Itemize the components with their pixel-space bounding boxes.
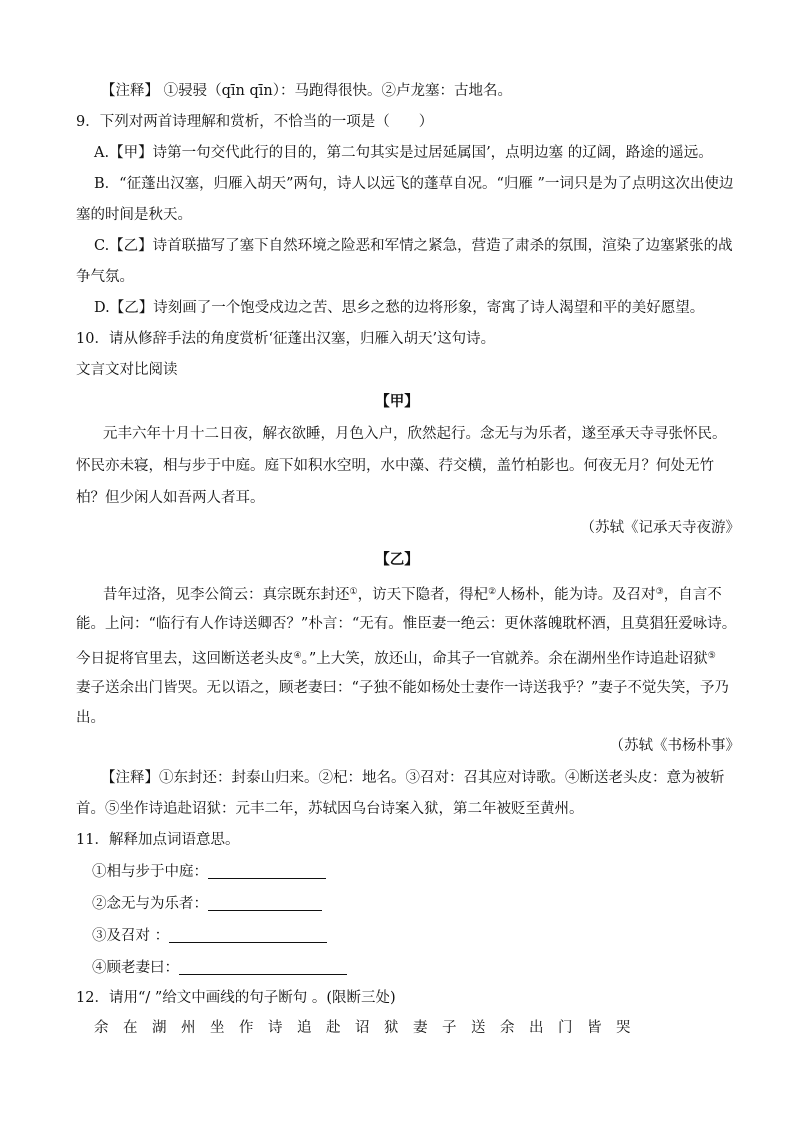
question-11-item3: ③及召对 ： — [92, 926, 327, 946]
question-12-stem: 12．请用“/ ”给文中画线的句子断句 。(限断三处) — [76, 990, 396, 1006]
passage-annotation-line1: 【注释】①东封还：封泰山归来。②杞：地名。③召对：召其应对诗歌。④断送老头皮：意为被斩 — [101, 770, 725, 786]
question-12-sentence: 余在湖州坐作诗追赴诏狱妻子送余出门皆哭 — [94, 1020, 645, 1036]
question-9-option-b-line1: B．“征蓬出汉塞，归雁入胡天”两句，诗人以远飞的蓬草自况。“归雁 ”一词只是为了点明这次出使边 — [94, 176, 734, 192]
footnote-marker: ② — [488, 587, 497, 597]
question-11-item2: ②念无与为乐者： — [92, 894, 322, 914]
footnote-marker: ③ — [655, 587, 664, 597]
question-9-option-c-line2: 争气氛。 — [76, 269, 134, 285]
passage-yi-heading: 【乙】 — [375, 551, 419, 568]
passage-annotation-line2: 首。⑤坐作诗追赴诏狱：元丰二年，苏轼因乌台诗案入狱，第二年被贬至黄州。 — [76, 801, 584, 817]
question-11-item1: ①相与步于中庭： — [92, 862, 326, 882]
question-9-option-a: A.【甲】诗第一句交代此行的目的，第二句其实是过居延属国’，点明边塞 的辽阔，路途的遥远。 — [94, 145, 713, 161]
answer-blank[interactable] — [179, 959, 347, 975]
poem-annotation: 【注释】 ①骎骎（qīn qīn）：马跑得很快。②卢龙塞：古地名。 — [101, 83, 512, 99]
passage-yi-line4: 妻子送余出门皆哭。无以语之，顾老妻曰：“子独不能如杨处士妻作一诗送我乎？”妻子不觉失笑，予乃 — [76, 680, 729, 696]
question-10: 10．请从修辞手法的角度赏析‘征蓬出汉塞，归雁入胡天’这句诗。 — [76, 331, 496, 347]
passage-yi-line1: 昔年过洛，见李公简云：真宗既东封还①，访天下隐者，得杞②人杨朴，能为诗。及召对③，自言不 — [103, 587, 722, 603]
passage-yi-line5: 出。 — [76, 710, 105, 726]
passage-jia-source: （苏轼《记承天寺夜游》 — [580, 520, 740, 536]
question-9-option-d: D.【乙】诗刻画了一个饱受戍边之苦、思乡之愁的边将形象，寄寓了诗人渴望和平的美好愿望。 — [94, 300, 705, 316]
answer-blank[interactable] — [208, 863, 326, 879]
answer-blank[interactable] — [208, 895, 322, 911]
question-11-stem: 11．解释加点词语意思。 — [76, 832, 240, 848]
passage-yi-line3: 今日捉将官里去，这回断送老头皮④。”上大笑，放还山，命其子一官就养。余在湖州坐作诗追赴诏狱⑤ — [76, 651, 716, 667]
passage-jia-heading: 【甲】 — [375, 393, 419, 410]
footnote-marker: ① — [349, 587, 358, 597]
section-title: 文言文对比阅读 — [76, 362, 178, 378]
question-9-option-c-line1: C.【乙】诗首联描写了塞下自然环境之险恶和军情之紧急，营造了肃杀的氛围，渲染了边塞紧张的战 — [94, 238, 733, 254]
passage-jia-line3: 柏？但少闲人如吾两人者耳。 — [76, 490, 265, 506]
answer-blank[interactable] — [169, 927, 327, 943]
passage-yi-source: （苏轼《书杨朴事》 — [609, 738, 740, 754]
footnote-marker: ④ — [293, 651, 302, 661]
passage-jia-line2: 怀民亦未寝，相与步于中庭。庭下如积水空明，水中藻、荇交横，盖竹柏影也。何夜无月？何处无竹 — [76, 458, 714, 474]
question-9-stem: 9．下列对两首诗理解和赏析，不恰当的一项是（ ） — [76, 114, 434, 130]
footnote-marker: ⑤ — [707, 651, 716, 661]
passage-jia-line1: 元丰六年十月十二日夜，解衣欲睡，月色入户，欣然起行。念无与为乐者，遂至承天寺寻张怀民。 — [103, 426, 727, 442]
passage-yi-line2: 能。上问：“临行有人作诗送卿否？”朴言：“无有。惟臣妻一绝云：更休落魄耽杯酒，且莫猖狂爱咏诗。 — [76, 616, 737, 632]
question-9-option-b-line2: 塞的时间是秋天。 — [76, 207, 192, 223]
question-11-item4: ④顾老妻曰： — [92, 958, 347, 978]
